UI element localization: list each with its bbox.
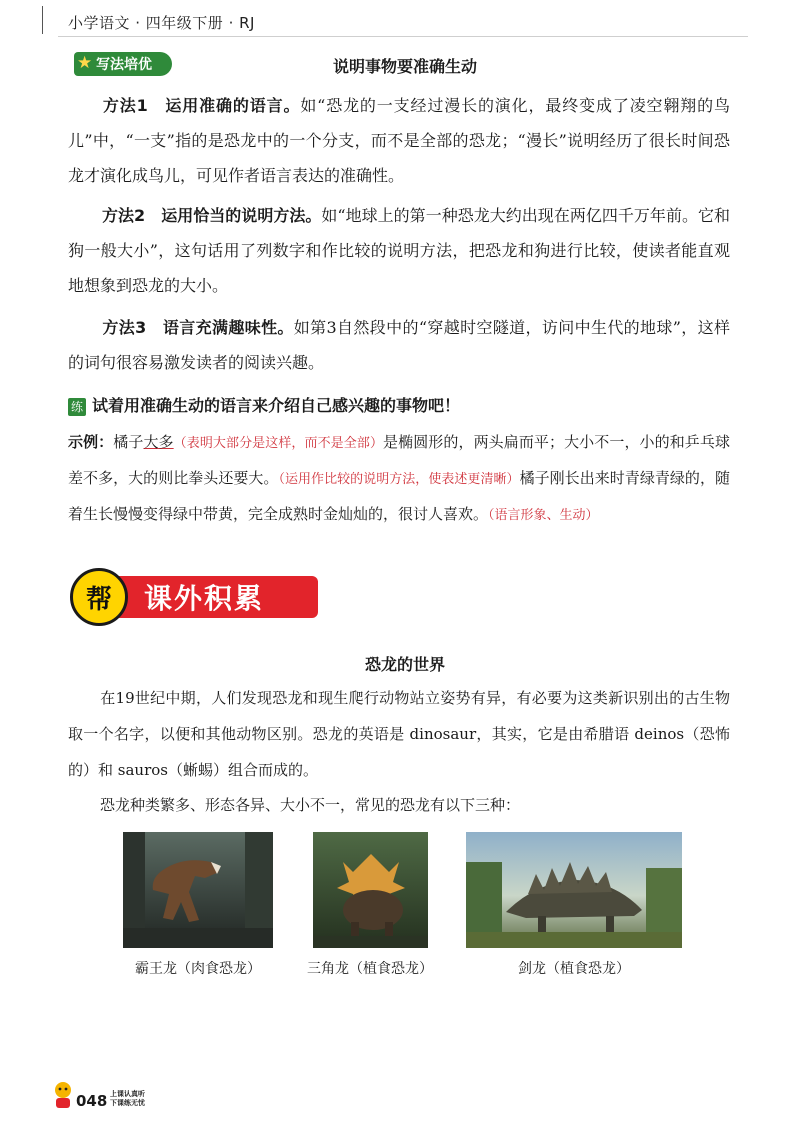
section-title: 说明事物要准确生动 — [332, 57, 477, 76]
trex-photo — [123, 832, 273, 948]
example-answer — [68, 425, 730, 533]
annotation-3: （语言形象、生动） — [488, 508, 599, 523]
example-text-1: 橘子 — [113, 433, 144, 451]
triceratops-photo — [313, 832, 428, 948]
extracurricular-banner — [70, 568, 320, 626]
page-number: 048 — [76, 1092, 108, 1110]
method-1 — [68, 88, 730, 193]
footer-slogan-line-1: 上课认真听 — [110, 1090, 145, 1098]
running-header: 小学语文 · 四年级下册 · RJ — [68, 14, 255, 32]
example-text-3: 橘子刚长出来时青绿青绿的，随着生长慢慢变得绿中带黄，完全成熟时金灿灿的，很讨人喜欢。 — [68, 469, 730, 523]
example-underlined-word: 大多 — [143, 433, 174, 451]
article-paragraph-1 — [68, 680, 730, 788]
star-icon: ★ — [77, 53, 93, 73]
method-2-lead: 方法2 运用恰当的说明方法。 — [102, 206, 322, 225]
mascot-icon — [50, 1080, 76, 1110]
page-corner-mark — [42, 6, 43, 34]
method-2 — [68, 198, 730, 303]
example-text-2: 是椭圆形的，两头扁而平；大小不一，小的和乒乓球差不多，大的则比拳头还要大。 — [68, 433, 730, 487]
annotation-2: （运用作比较的说明方法，使表述更清晰） — [278, 472, 520, 487]
trex-caption: 霸王龙（肉食恐龙） — [135, 961, 261, 977]
article-title: 恐龙的世界 — [364, 655, 445, 674]
footer-slogan-line-2: 下课练无忧 — [110, 1099, 145, 1107]
article-p2-text: 恐龙种类繁多、形态各异、大小不一，常见的恐龙有以下三种： — [100, 796, 521, 814]
method-1-body: 如“恐龙的一支经过漫长的演化，最终变成了凌空翱翔的鸟儿”中，“一支”指的是恐龙中的一个分支，而不是全部的恐龙；“漫长”说明经历了很长时间恐龙才演化成鸟儿，可见作者语言表达的准确性。 — [68, 96, 730, 185]
banner-circle: 帮 — [70, 568, 128, 626]
header-divider — [58, 36, 748, 37]
badge-label: 写法培优 — [96, 57, 152, 73]
banner-title: 课外积累 — [118, 576, 318, 618]
article-paragraph-2 — [68, 787, 730, 823]
footer-slogan — [110, 1090, 145, 1108]
annotation-1: （表明大部分是这样，而不是全部） — [173, 436, 384, 451]
method-3-lead: 方法3 语言充满趣味性。 — [102, 318, 294, 337]
example-label: 示例： — [68, 433, 114, 451]
stegosaurus-photo — [466, 832, 682, 948]
method-3-body: 如第3自然段中的“穿越时空隧道，访问中生代的地球”，这样的词句很容易激发读者的阅读兴趣。 — [68, 318, 730, 372]
method-1-lead: 方法1 运用准确的语言。 — [102, 96, 301, 115]
article-p1-text: 在19世纪中期，人们发现恐龙和现生爬行动物站立姿势有异，有必要为这类新识别出的古生物取一个名字，以便和其他动物区别。恐龙的英语是 dinosaur，其实，它是由希腊语 deinos（恐怖的）和 sauros（蜥蜴）组合而成的。 — [68, 689, 730, 779]
method-3 — [68, 310, 730, 380]
method-2-body: 如“地球上的第一种恐龙大约出现在两亿四千万年前。它和狗一般大小”，这句话用了列数字和作比较的说明方法，把恐龙和狗进行比较，使读者能直观地想象到恐龙的大小。 — [68, 206, 730, 295]
practice-prompt: 试着用准确生动的语言来介绍自己感兴趣的事物吧！ — [92, 396, 461, 415]
triceratops-caption: 三角龙（植食恐龙） — [307, 961, 433, 977]
practice-icon: 练 — [68, 398, 86, 416]
stegosaurus-caption: 剑龙（植食恐龙） — [518, 961, 630, 977]
